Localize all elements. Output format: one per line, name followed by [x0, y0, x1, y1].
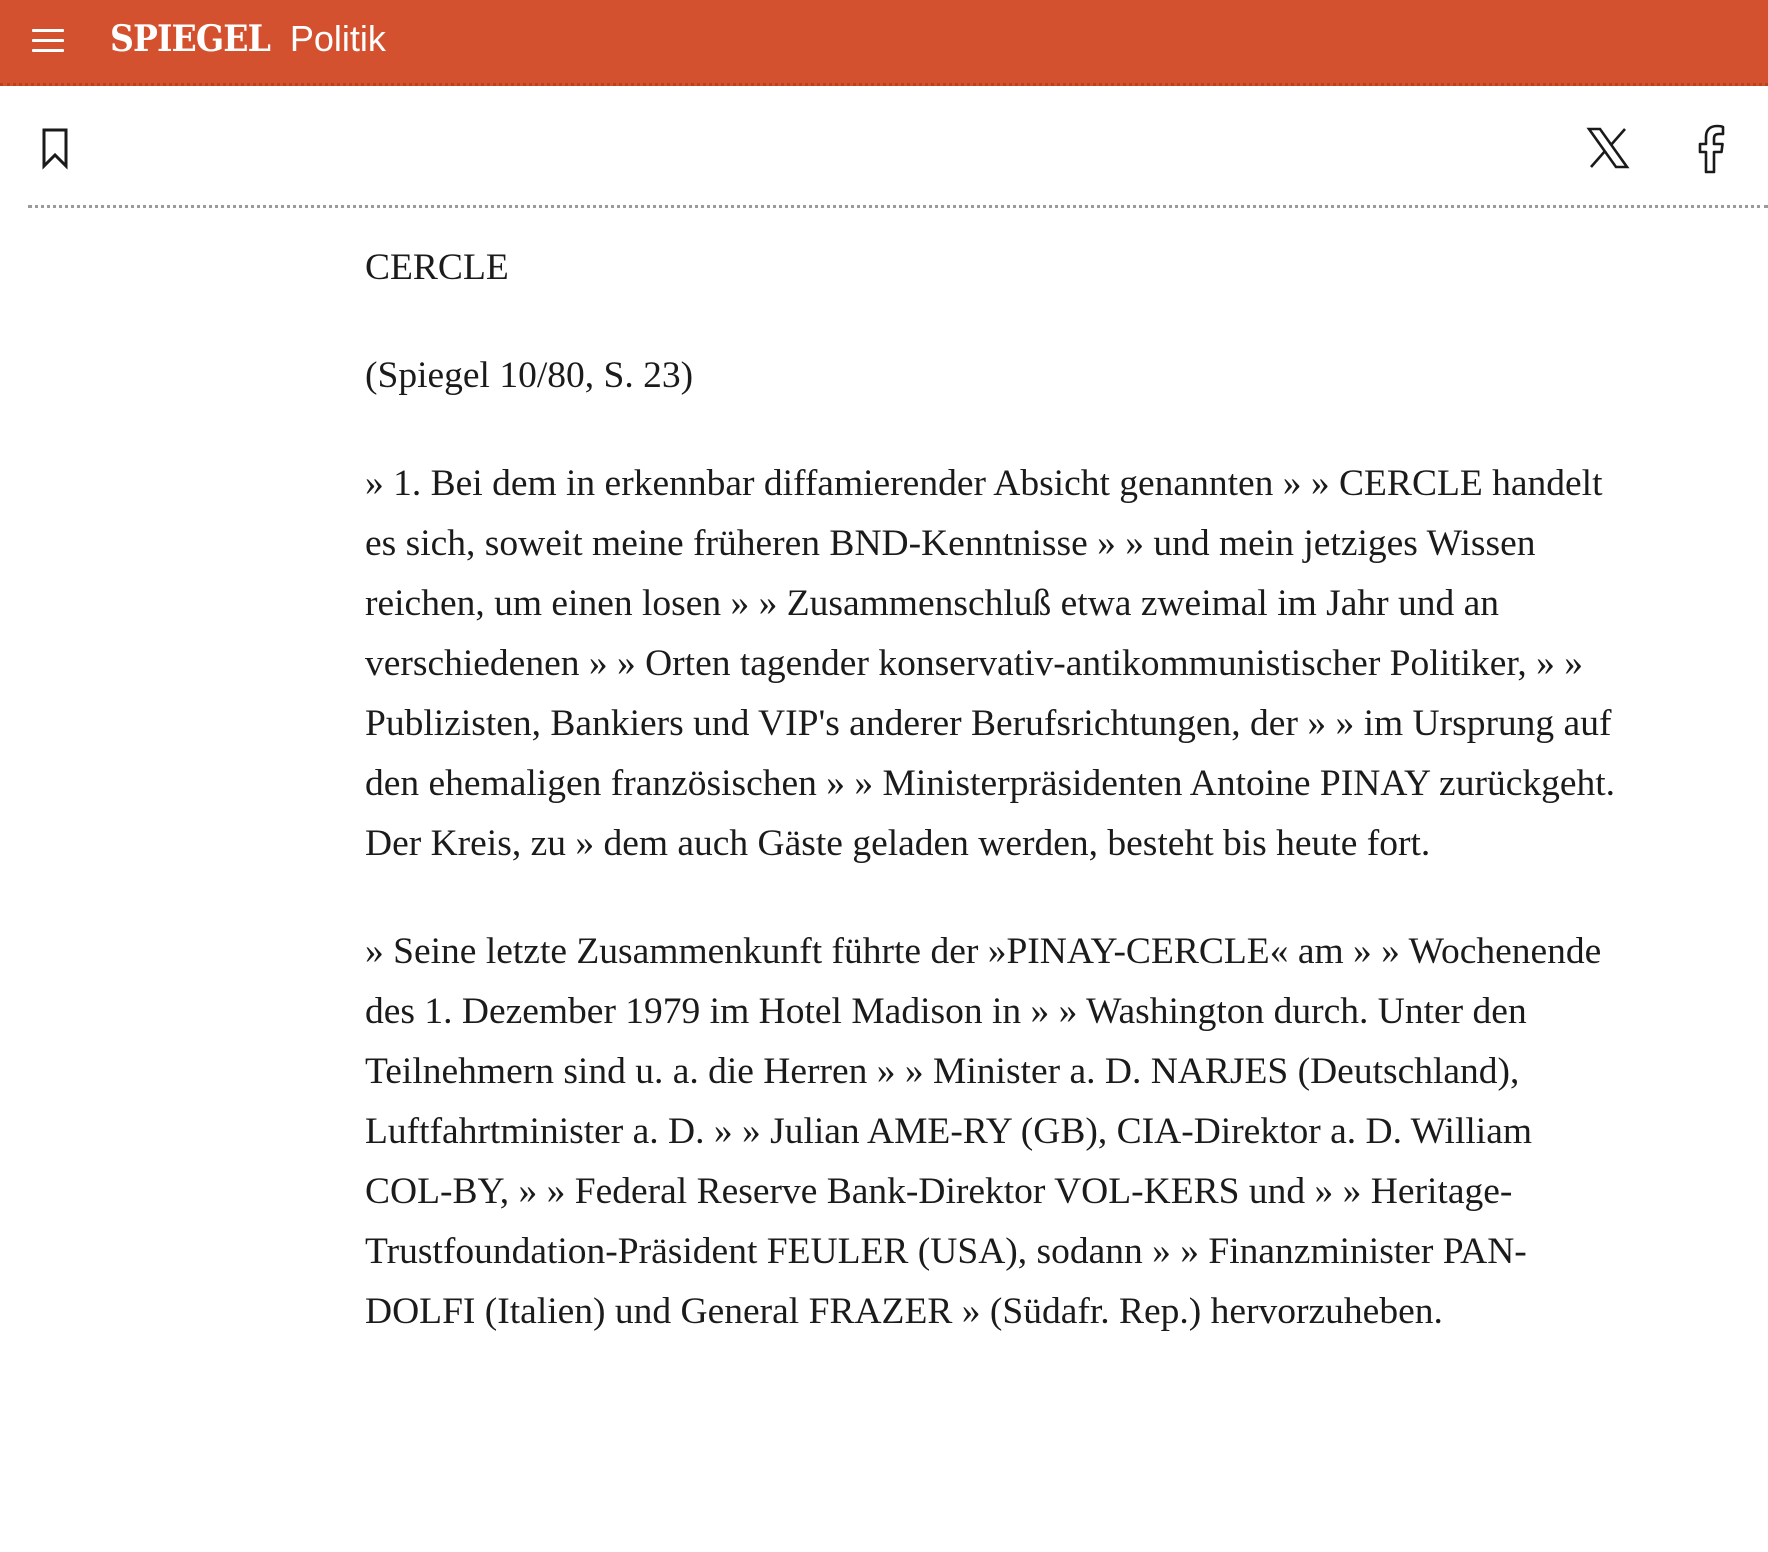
- article-paragraph-1: » 1. Bei dem in erkennbar diffamierender Absicht genannten » » CERCLE handelt es sich, soweit meine früheren BND-Kenntnisse » » und mein jetziges Wissen reichen, um einen losen » » Zusammenschluß etwa zweimal im Jahr und an verschiedenen » » Orten tagender konservativ-antikommunistischer Politiker, » » Publizisten, Bankiers und VIP's anderer Berufsrichtungen, der » » im Ursprung auf den ehemaligen französischen » » Ministerpräsidenten Antoine PINAY zurückgeht. Der Kreis, zu » dem auch Gäste geladen werden, besteht bis heute fort.: [365, 463, 1616, 864]
- article-body: [365, 238, 1620, 1390]
- top-navigation-bar: [0, 0, 1768, 86]
- facebook-icon[interactable]: [1690, 122, 1734, 174]
- article-paragraph-2: » Seine letzte Zusammenkunft führte der »PINAY-CERCLE« am » » Wochenende des 1. Dezember 1979 im Hotel Madison in » » Washington durch. Unter den Teilnehmern sind u. a. die Herren » » Minister a. D. NARJES (Deutschland), Luftfahrtminister a. D. » » Julian AME-RY (GB), CIA-Direktor a. D. William COL-BY, » » Federal Reserve Bank-Direktor VOL-KERS und » » Heritage-Trustfoundation-Präsident FEULER (USA), sodann » » Finanzminister PAN-DOLFI (Italien) und General FRAZER » (Südafr. Rep.) hervorzuheben.: [365, 931, 1602, 1332]
- x-twitter-icon[interactable]: [1586, 126, 1630, 170]
- brand-link[interactable]: [110, 18, 386, 68]
- toolbar-divider: [28, 205, 1768, 208]
- article-source: (Spiegel 10/80, S. 23): [365, 355, 694, 396]
- bookmark-icon[interactable]: [38, 127, 74, 171]
- article-heading: CERCLE: [365, 247, 509, 288]
- article-toolbar: [0, 89, 1768, 207]
- section-label: Politik: [289, 18, 386, 59]
- hamburger-menu-icon[interactable]: [30, 27, 66, 55]
- spiegel-logo: SPIEGEL: [110, 18, 270, 60]
